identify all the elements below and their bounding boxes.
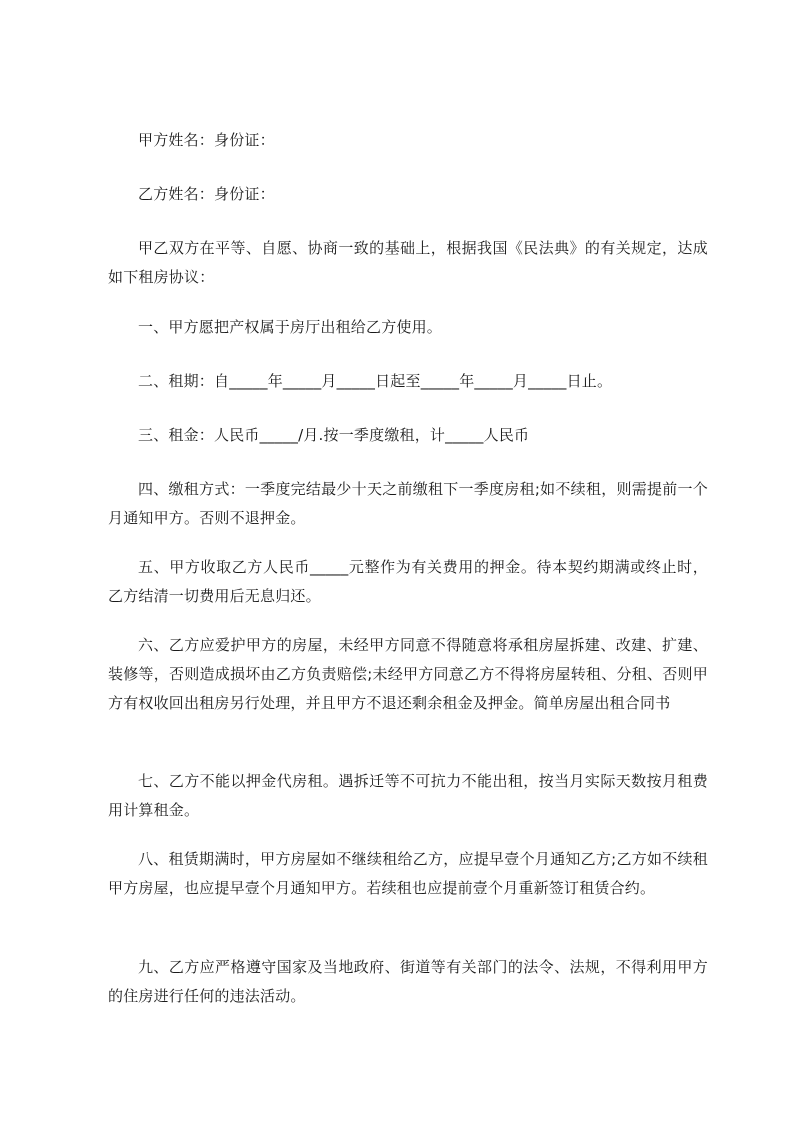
clause-8: 八、租赁期满时，甲方房屋如不继续租给乙方，应提早壹个月通知乙方;乙方如不续租甲方房屋，也应提早壹个月通知甲方。若续租也应提前壹个月重新签订租赁合约。 xyxy=(108,850,708,897)
clause-3: 三、租金：人民币_____/月.按一季度缴租，计_____人民币 xyxy=(138,426,530,444)
clause-2: 二、租期：自_____年_____月_____日起至_____年_____月_____日止。 xyxy=(138,372,613,390)
party-a-line: 甲方姓名：身份证： xyxy=(138,131,275,149)
clause-6: 六、乙方应爱护甲方的房屋，未经甲方同意不得随意将承租房屋拆建、改建、扩建、装修等，否则造成损坏由乙方负责赔偿;未经甲方同意乙方不得将房屋转租、分租、否则甲方有权收回出租房另行处理，并且甲方不退还剩余租金及押金。简单房屋出租合同书 xyxy=(108,636,708,712)
clause-9: 九、乙方应严格遵守国家及当地政府、街道等有关部门的法令、法规，不得利用甲方的住房进行任何的违法活动。 xyxy=(108,958,708,1005)
clause-1: 一、甲方愿把产权属于房厅出租给乙方使用。 xyxy=(138,318,443,336)
party-b-line: 乙方姓名：身份证： xyxy=(138,185,275,203)
clause-4: 四、缴租方式：一季度完结最少十天之前缴租下一季度房租;如不续租，则需提前一个月通知甲方。否则不退押金。 xyxy=(108,480,708,527)
clause-7: 七、乙方不能以押金代房租。遇拆迁等不可抗力不能出租，按当月实际天数按月租费用计算租金。 xyxy=(108,772,708,819)
clause-5: 五、甲方收取乙方人民币_____元整作为有关费用的押金。待本契约期满或终止时，乙方结清一切费用后无息归还。 xyxy=(108,558,708,605)
intro-paragraph: 甲乙双方在平等、自愿、协商一致的基础上，根据我国《民法典》的有关规定，达成如下租房协议： xyxy=(108,239,708,286)
